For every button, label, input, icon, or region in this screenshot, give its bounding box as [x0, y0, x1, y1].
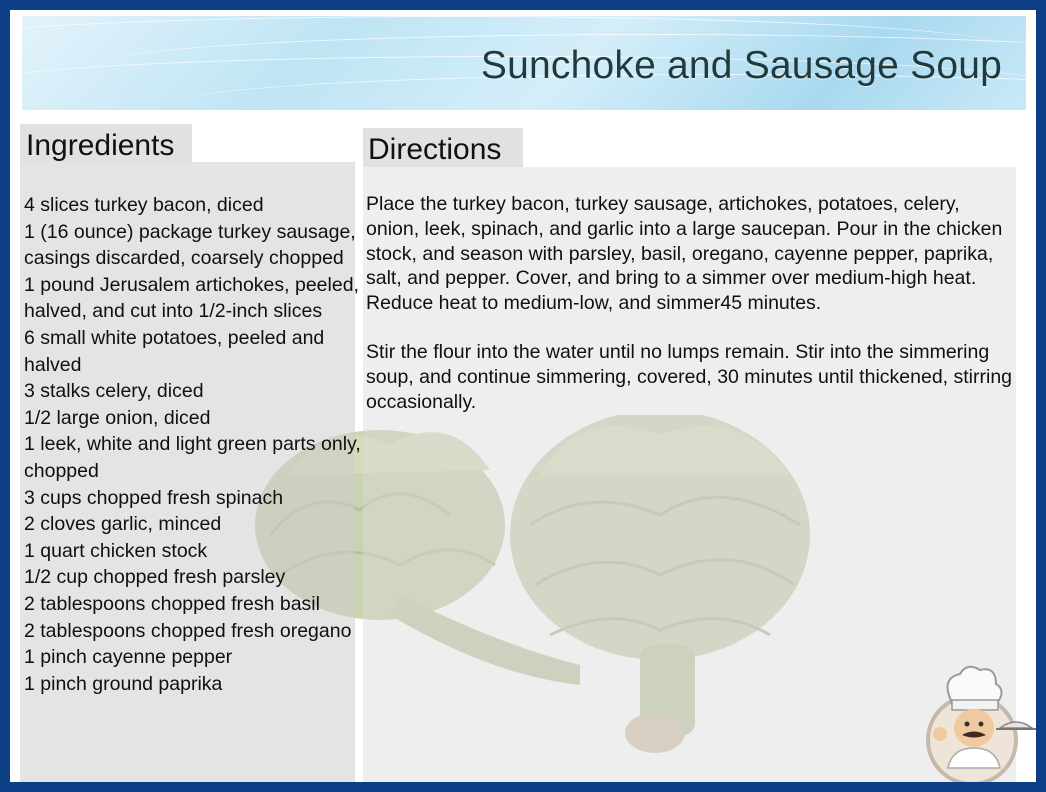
ingredient-item: 3 cups chopped fresh spinach: [24, 486, 284, 509]
ingredient-item: 4 slices turkey bacon, diced: [24, 194, 264, 216]
ingredients-list: [24, 192, 364, 697]
direction-step: Stir the flour into the water until no lumps remain. Stir into the simmering soup, and continue simmering, covered, 30 minutes until thickened, stirring occasionally.: [366, 341, 1013, 414]
title-banner: [22, 16, 1026, 110]
ingredient-item: 6 small white potatoes, peeled and halved: [24, 326, 325, 376]
ingredient-item: 1/2 cup chopped fresh parsley: [24, 566, 286, 589]
ingredient-item: 2 tablespoons chopped fresh oregano: [24, 619, 352, 642]
ingredient-item: 1 quart chicken stock: [24, 539, 208, 562]
slide: [10, 10, 1036, 782]
ingredient-item: 2 cloves garlic, minced: [24, 513, 222, 536]
ingredient-item: 1 pound Jerusalem artichokes, peeled, halved, and cut into 1/2-inch slices: [24, 273, 359, 323]
ingredient-item: 1/2 large onion, diced: [24, 406, 211, 429]
ingredient-item: 3 stalks celery, diced: [24, 380, 204, 403]
page-title: Sunchoke and Sausage Soup: [480, 44, 1002, 87]
direction-step: Place the turkey bacon, turkey sausage, artichokes, potatoes, celery, onion, leek, spinach, and garlic into a large saucepan. Pour in the chicken stock, and season with parsley, basil, oregano, cayenne pepper, paprika, salt, and pepper. Cover, and bring to a simmer over medium-high heat. Reduce heat to medium-low, and simmer45 minutes.: [366, 193, 1003, 315]
ingredient-item: 1 (16 ounce) package turkey sausage, casings discarded, coarsely chopped: [24, 220, 356, 270]
directions-text: [366, 192, 1018, 439]
ingredient-item: 2 tablespoons chopped fresh basil: [24, 592, 320, 615]
ingredient-item: 1 pinch cayenne pepper: [24, 646, 233, 669]
directions-heading: Directions: [363, 128, 523, 167]
chef-icon: [912, 658, 1036, 782]
ingredient-item: 1 leek, white and light green parts only, chopped: [24, 433, 361, 482]
ingredient-item: 1 pinch ground paprika: [24, 672, 223, 695]
ingredients-heading: Ingredients: [20, 124, 192, 162]
